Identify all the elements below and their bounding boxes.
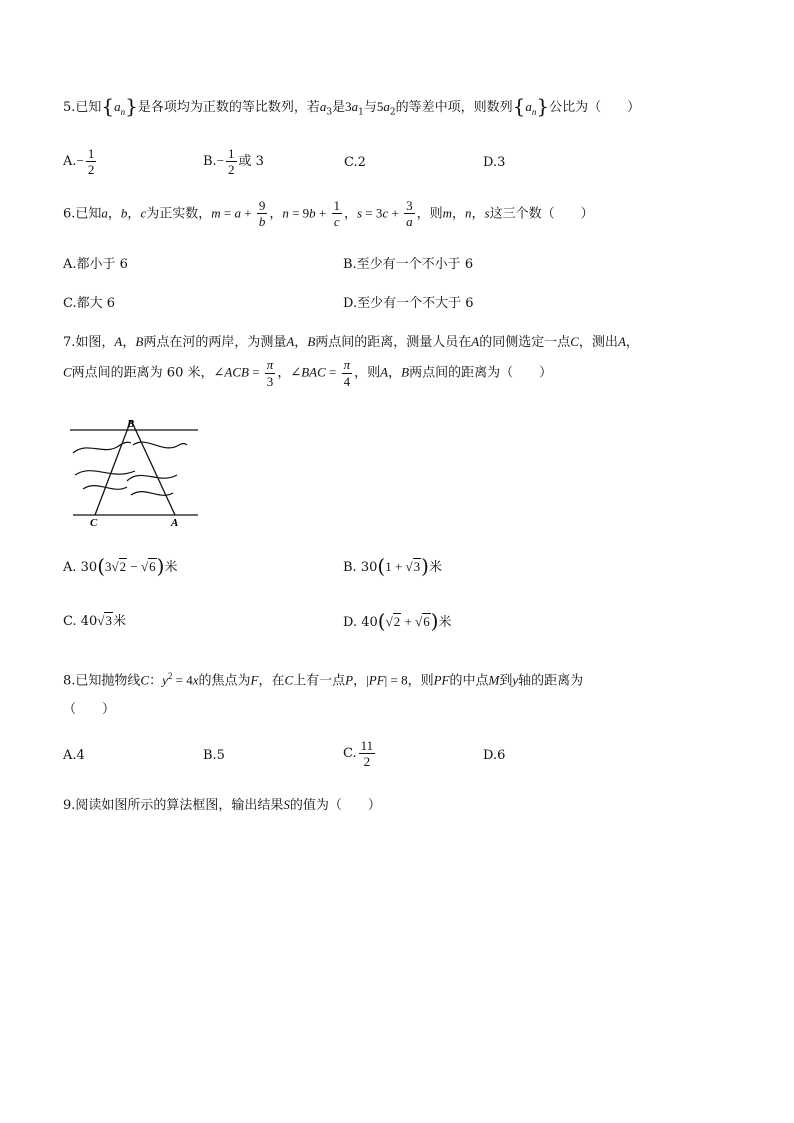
segment-bc <box>95 420 131 515</box>
q7-option-a: A. 30(3√2 − √6)米 <box>63 554 178 578</box>
q8-option-b: B.5 <box>203 748 225 763</box>
q5-option-d: D.3 <box>483 155 506 170</box>
q8-option-c: C. $\frac{11}{2}$ <box>343 738 374 769</box>
q7-option-b: B. 30(1 + √3)米 <box>343 554 442 578</box>
q6-option-b: B.至少有一个不小于 6 <box>343 257 474 272</box>
q6-option-a: A.都小于 6 <box>63 257 128 272</box>
q5-option-a: A.− $\frac{1}{2}$ <box>63 146 95 177</box>
q6-option-d: D.至少有一个不大于 6 <box>343 296 474 311</box>
wave-1 <box>73 442 131 453</box>
river-figure <box>65 415 205 530</box>
q8-option-d: D.6 <box>483 748 506 763</box>
question-7-stem-line1: 7.如图，A，B两点在河的两岸，为测量A，B两点间的距离，测量人员在A的同侧选定一点C，测出A， <box>63 334 639 350</box>
label-a: A <box>171 517 179 529</box>
q5-option-b: B.− $\frac{1}{2}$ 或 3 <box>203 146 264 177</box>
wave-3 <box>75 471 135 475</box>
label-b: B <box>127 418 135 430</box>
question-6-stem: 6.已知a，b，c为正实数，m = a + $\frac{9}{b}$ ，n = 9b + $\frac{1}{c}$ ，s = 3c + $\frac{3}{a}$ ，则m，n，s这三个数（ ） <box>63 198 594 229</box>
question-7-stem-line2: C两点间的距离为 60 米，∠ACB = $\frac{\pi}{3}$ ，∠BAC = $\frac{\pi}{4}$ ，则A，B两点间的距离为（ ） <box>63 357 553 389</box>
q7-option-c: C. 40√3米 <box>63 613 126 629</box>
segment-ba <box>131 420 175 515</box>
question-8-stem: 8.已知抛物线C：$y^2 = 4x$的焦点为F，在C上有一点P，|PF| = 8，则PF的中点M到y轴的距离为 <box>63 671 584 689</box>
q6-option-c: C.都大 6 <box>63 296 116 311</box>
wave-6 <box>131 492 173 496</box>
q7-option-d: D. 40(√2 + √6)米 <box>343 609 452 633</box>
wave-4 <box>127 475 177 481</box>
question-8-stem-line2: （ ） <box>63 702 116 717</box>
q8-option-a: A.4 <box>63 748 85 763</box>
label-c: C <box>90 517 98 529</box>
question-9-stem: 9.阅读如图所示的算法框图，输出结果S的值为（ ） <box>63 797 381 813</box>
question-5-stem: 5.已知$\{a_n\}$是各项均为正数的等比数列，若$a_3$是$3a_1$与$5a_2$的等差中项，则数列$\{a_n\}$公比为（ ） <box>63 94 641 118</box>
q5-option-c: C.2 <box>344 155 366 170</box>
